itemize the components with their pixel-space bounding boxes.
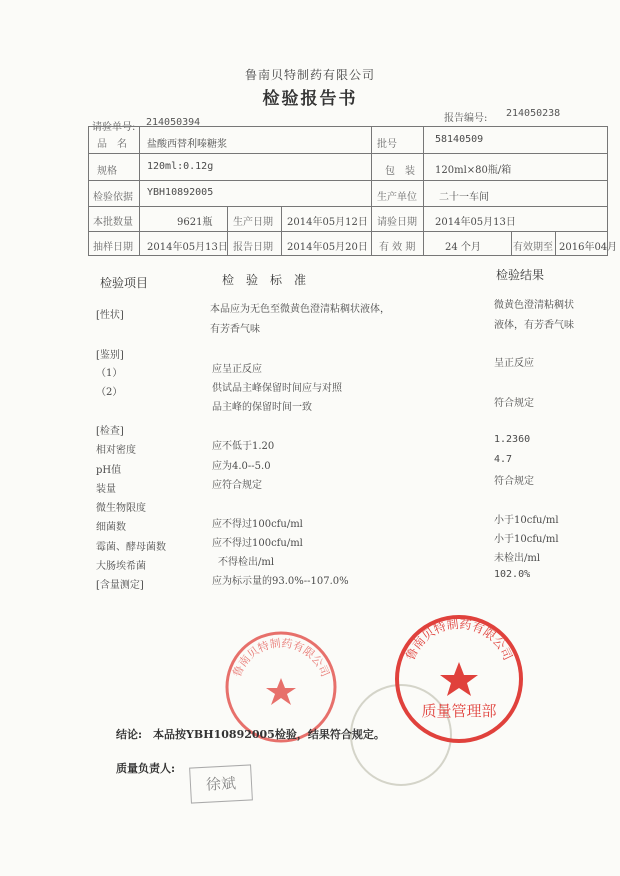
qa-dept-label: 质量管理部 — [421, 702, 497, 720]
report-no-label: 报告编号: — [444, 113, 488, 124]
basis-label: 检验依据 — [93, 192, 133, 203]
col-standard-head: 检 验 标 准 — [222, 273, 307, 287]
res-assay: 102.0% — [494, 569, 531, 580]
report-date-label: 报告日期 — [233, 242, 273, 253]
product-name: 盐酸西替利嗪糖浆 — [147, 139, 227, 150]
quantity-value: 9621瓶 — [177, 217, 213, 228]
request-no-label: 请验单号: — [92, 122, 136, 133]
prod-date-label: 生产日期 — [233, 217, 273, 228]
col-result-head: 检验结果 — [496, 268, 545, 282]
info-table — [88, 126, 618, 256]
item-ecoli: 大肠埃希菌 — [96, 561, 146, 572]
item-ph: pH值 — [96, 465, 122, 476]
col-item-head: 检验项目 — [100, 276, 149, 290]
request-date-label: 请验日期 — [377, 217, 417, 228]
expiry-value: 2016年04月 — [559, 242, 618, 253]
std-assay: 应为标示量的93.0%--107.0% — [212, 576, 349, 587]
item-fill: 装量 — [96, 484, 116, 495]
validity-value: 24 个月 — [445, 242, 481, 253]
std-bacteria: 应不得过100cfu/ml — [212, 519, 303, 530]
std-density: 应不低于1.20 — [212, 441, 275, 452]
product-label: 品 名 — [97, 139, 127, 150]
batch-label: 批号 — [377, 139, 397, 150]
sample-date-value: 2014年05月13日 — [147, 242, 228, 253]
basis-value: YBH10892005 — [147, 187, 214, 198]
left-stamp-text: 鲁南贝特制药有限公司 — [230, 636, 332, 679]
report-title: 检验报告书 — [262, 89, 358, 109]
res-character-1: 微黄色澄清粘稠状 — [494, 300, 574, 311]
item-check: [检查] — [96, 426, 124, 437]
res-fill: 符合规定 — [494, 476, 534, 487]
conclusion: 结论: 本品按YBH10892005检验，结果符合规定。 — [116, 728, 385, 741]
signature-stamp: 徐斌 — [189, 764, 253, 803]
qm-label: 质量负责人: — [116, 762, 176, 775]
request-no: 214050394 — [146, 117, 201, 128]
svg-text:鲁南贝特制药有限公司 — [403, 616, 515, 662]
company-name: 鲁南贝特制药有限公司 — [244, 68, 375, 82]
request-date-value: 2014年05月13日 — [435, 217, 516, 228]
std-fill: 应符合规定 — [212, 480, 262, 491]
std-ecoli: 不得检出/ml — [218, 557, 275, 568]
std-ph: 应为4.0--5.0 — [212, 461, 271, 472]
unit-label: 生产单位 — [377, 192, 417, 203]
report-date-value: 2014年05月20日 — [287, 242, 368, 253]
std-ident-1: 应呈正反应 — [212, 364, 262, 375]
sample-date-label: 抽样日期 — [93, 242, 133, 253]
std-character-1: 本品应为无色至微黄色澄清粘稠状液体， — [210, 304, 390, 315]
item-character: [性状] — [96, 310, 124, 321]
batch-number: 58140509 — [435, 134, 484, 145]
res-density: 1.2360 — [494, 434, 531, 445]
res-character-2: 液体，有芳香气味 — [494, 320, 574, 331]
item-assay: [含量测定] — [96, 580, 144, 591]
res-mold: 小于10cfu/ml — [494, 534, 559, 545]
item-microbial: 微生物限度 — [96, 503, 146, 514]
res-ident-1: 呈正反应 — [494, 358, 534, 369]
report-no: 214050238 — [506, 108, 561, 119]
item-ident-1: （1） — [96, 368, 123, 379]
item-identification: [鉴别] — [96, 350, 124, 361]
item-mold: 霉菌、酵母菌数 — [96, 542, 166, 553]
std-ident-2a: 供试品主峰保留时间应与对照 — [212, 383, 342, 394]
item-ident-2: （2） — [96, 387, 123, 398]
qa-stamp-text: 鲁南贝特制药有限公司 — [403, 616, 515, 663]
validity-label: 有 效 期 — [379, 242, 416, 253]
spec-label: 规格 — [97, 166, 117, 177]
res-ident-2: 符合规定 — [494, 398, 534, 409]
quantity-label: 本批数量 — [93, 217, 133, 228]
spec-value: 120ml:0.12g — [147, 161, 214, 172]
unit-value: 二十一车间 — [439, 192, 489, 203]
std-ident-2b: 品主峰的保留时间一致 — [212, 402, 312, 413]
pack-value: 120ml×80瓶/箱 — [435, 165, 512, 176]
item-density: 相对密度 — [96, 445, 136, 456]
res-ph: 4.7 — [494, 454, 513, 465]
svg-text:鲁南贝特制药有限公司 — [230, 636, 331, 679]
prod-date-value: 2014年05月12日 — [287, 217, 368, 228]
std-mold: 应不得过100cfu/ml — [212, 538, 303, 549]
qa-red-stamp — [392, 612, 526, 746]
res-ecoli: 未检出/ml — [494, 553, 541, 564]
item-bacteria: 细菌数 — [96, 522, 126, 533]
std-character-2: 有芳香气味 — [210, 324, 260, 335]
res-bacteria: 小于10cfu/ml — [494, 515, 559, 526]
expiry-label: 有效期至 — [513, 242, 553, 253]
pack-label: 包 装 — [385, 166, 415, 177]
